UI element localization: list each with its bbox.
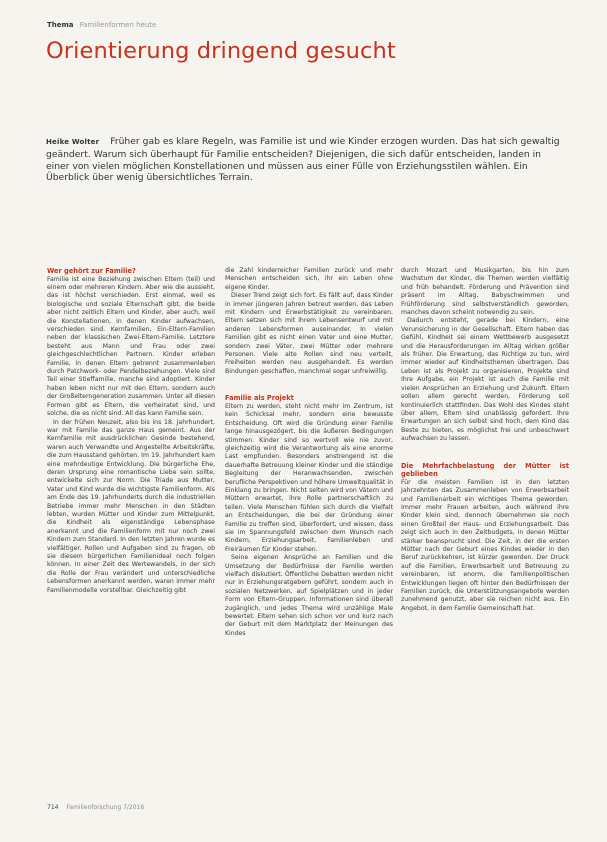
body-column-1 [47, 267, 215, 595]
body-column-2 [225, 267, 393, 638]
section-heading: Wer gehört zur Familie? [47, 267, 136, 275]
section-label: Thema [47, 21, 74, 29]
article-title: Orientierung dringend gesucht [46, 38, 396, 64]
page-number: 714 [47, 804, 59, 811]
page-footer [47, 804, 144, 811]
body-paragraph: Für die meisten Familien ist in den letzten Jahrzehnten das Zusammenleben von Erwerbsarbeit und Familienarbeit ein wichtiges Thema geworden. Immer mehr Frauen arbeiten, auch während ihre Kinder klein sind, dennoch übernehmen sie noch einen Großteil der Haus- und Erziehungsarbeit. Das zeigt sich auch in den Zeitbudgets, in denen Mütter stärker beansprucht sind. Die Zeit, in der die ersten Mütter nach der Geburt eines Kindes wieder in den Beruf zurückkehren, ist kürzer geworden. Der Druck auf die Familien, Erwerbsarbeit und Betreuung zu vereinbaren, ist enorm, die familienpolitischen Entwicklungen liegen oft hinter den Bedürfnissen der Familien zurück, die Unterstützungsangebote werden zunehmend genutzt, aber sie reichen nicht aus. Ein Angebot, in dem Familie Gemeinschaft hat. [401, 478, 569, 612]
body-paragraph: Familie ist eine Beziehung zwischen Eltern (teil) und einem oder mehreren Kindern. Aber wie die aussieht, das ist höchst verschieden. Erst einmal, weil es biologische und soziale Elternschaft gibt, die beide aber nicht zeitlich Eltern und Kinder, aber auch, weil die Konstellationen, in denen Kinder aufwachsen, verschieden sind. Kernfamilien, Ein-Eltern-Familien neben der klassischen Zwei-Eltern-Familie. Letztere besteht aus Mann und Frau oder zwei gleichgeschlechtlichen Partnern. Kinder erleben Familie, in denen Eltern getrennt zusammenleben durch Patchwork- oder Pendelbeziehungen. Viele sind Teil einer Stieffamilie, manche sind adoptiert. Kinder haben leben nicht nur mit den Eltern, sondern auch der Großelterngeneration zusammen. Unter all diesen Formen gibt es Eltern, die verheiratet sind, und solche, die es nicht sind. All das kann Familie sein. [47, 275, 215, 418]
body-paragraph: In der frühen Neuzeit, also bis ins 18. Jahrhundert, war mit Familie das ganze Haus gemeint. Aus der Kernfamilie mit ausdrücklichen Gesinde bestehend, waren auch Verwandte und Angestellte Arbeitskräfte, die zum Hausstand gehörten. Im 19. Jahrhundert kam eine mehrdeutige Entwicklung. Die bürgerliche Ehe, deren Ursprung eine romantische Liebe sein sollte, entwickelte sich zur Norm. Die Triade aus Mutter, Vater und Kind wurde die wichtigste Familienform. Als am Ende des 19. Jahrhunderts durch die industriellen Betriebe immer mehr Menschen in den Städten lebten, wurden Mütter und Kinder zum Mittelpunkt, die Kindheit als eigenständige Lebensphase anerkannt und die Familienform mit nur noch zwei Kindern zum Standard. In den letzten Jahren wurde es vielfältiger. Rollen und Aufgaben sind zu fragen, ob sie diesem bürgerlichen Familienideal noch folgen können. In einer Zeit des Wertewandels, in der sich die Rolle der Frau verändert und unterschiedliche Lebensformen anerkannt werden, waren immer mehr Familienmodelle vorstellbar. Gleichzeitig gibt [47, 418, 215, 594]
body-paragraph: durch Mozart und Musikgarten, bis hin zum Wachstum der Kinder, die Themen werden vielfältig und früh behandelt. Förderung und Prävention sind präsent im Alltag, Babyschwimmen und Frühförderung sind selbstverständlich geworden, manches davon scheint notwendig zu sein. [401, 267, 569, 317]
body-paragraph: Dieser Trend zeigt sich fort. Es fällt auf, dass Kinder in immer jüngeren Jahren betreut werden, das Leben mit Kindern und Erwerbstätigkeit zu vereinbaren. Eltern setzen sich mit ihrem Lebensentwurf und mit anderen Lebensformen auseinander. In vielen Familien gibt es nicht einen Vater und eine Mutter, sondern zwei Väter, zwei Mütter oder mehrere Personen. Viele alte Rollen sind neu verteilt, Freiheiten werden neu ausgehandelt. Es werden Bindungen geschaffen, manchmal sogar unfreiwillig. [225, 292, 393, 375]
section-gap [401, 444, 569, 462]
body-paragraph: Seine eigenen Ansprüche an Familien und die Umsetzung der Bedürfnisse der Familie werden vielfach diskutiert. Öffentliche Debatten werden nicht nur in Erziehungsratgebern geführt, sondern auch in sozialen Netzwerken, auf Spielplätzen und in jeder Form von Eltern-Gruppen. Informationen sind überall zugänglich, und jedes Thema wird unzählige Male bewertet. Eltern sehen sich schon vor und kurz nach der Geburt mit dem Marktplatz der Meinungen des Kindes [225, 554, 393, 637]
body-paragraph: Eltern zu werden, steht nicht mehr im Zentrum, ist kein Schicksal mehr, sondern eine bewusste Entscheidung. Oft wird die Gründung einer Familie lange hinausgezögert, bis die äußeren Bedingungen stimmen. Kinder sind so wertvoll wie nie zuvor, gleichzeitig wird die Verantwortung als eine enorme Last empfunden. Besonders anstrengend ist die dauerhafte Betreuung kleiner Kinder und die ständige Begleitung der Heranwachsenden, zwischen berufliche Perspektiven und höhere Umweltqualität in Einklang zu bringen. Nicht selten wird von Vätern und Müttern erwartet, ihre Rolle partnerschaftlich zu teilen. Viele Menschen fühlen sich durch die Vielfalt an Entscheidungen, die bei der Gründung einer Familie zu treffen sind, überfordert, und wissen, dass sie im Spannungsfeld zwischen dem Wunsch nach Kindern, Erziehungsarbeit, Familienleben und Freiräumen für Kinder stehen. [225, 402, 393, 553]
section-heading: Familie als Projekt [225, 394, 294, 403]
section-heading: Die Mehrfachbelastung der Mütter ist geblieben [401, 461, 569, 479]
subsection-label: Familienformen heute [79, 21, 157, 29]
lead-text: Früher gab es klare Regeln, was Familie ist und wie Kinder erzogen wurden. Das hat sich gewaltig geändert. Warum sich überhaupt für Familie entscheiden? Diejenigen, die sich dafür entscheiden, landen in einer von vielen möglichen Konstellationen und müssen aus einer Fülle von Erziehungsstilen wählen. Ein Überblick über wenig übersichtliches Terrain. [46, 136, 560, 184]
author-name: Heike Wolter [46, 138, 100, 146]
body-paragraph: Dadurch entsteht, gerade bei Kindern, eine Verunsicherung in der Gesellschaft. Eltern haben das Gefühl, Kindheit sei einem Wettbewerb ausgesetzt und die Herausforderungen im Alltag wirken größer als früher. Die Erwartung, das Richtige zu tun, wird immer wieder auf Kindheitsthemen übertragen. Das Leben ist als Projekt zu organisieren, Projekte sind Ihre Aufgabe, ein Projekt ist auch die Familie mit vielen Ansprüchen an Erziehung und Zukunft. Eltern sollen allem gerecht werden, Förderung soll kontinuierlich stattfinden. Das Wohl des Kindes steht über allem, Eltern sind unablässig gefordert. Ihre Erwartungen an sich selbst sind hoch, dem Kind das Beste zu bieten, es möglichst frei und unbeschwert aufwachsen zu lassen. [401, 317, 569, 443]
section-gap [225, 376, 393, 394]
body-column-3 [401, 267, 569, 613]
article-lead [46, 136, 566, 184]
running-head [47, 21, 156, 29]
body-paragraph: die Zahl kinderreicher Familien zurück und mehr Menschen entscheiden sich, ihr ein Leben ohne eigene Kinder. [225, 267, 393, 291]
publication-name: Familienforschung 7/2016 [66, 804, 145, 811]
